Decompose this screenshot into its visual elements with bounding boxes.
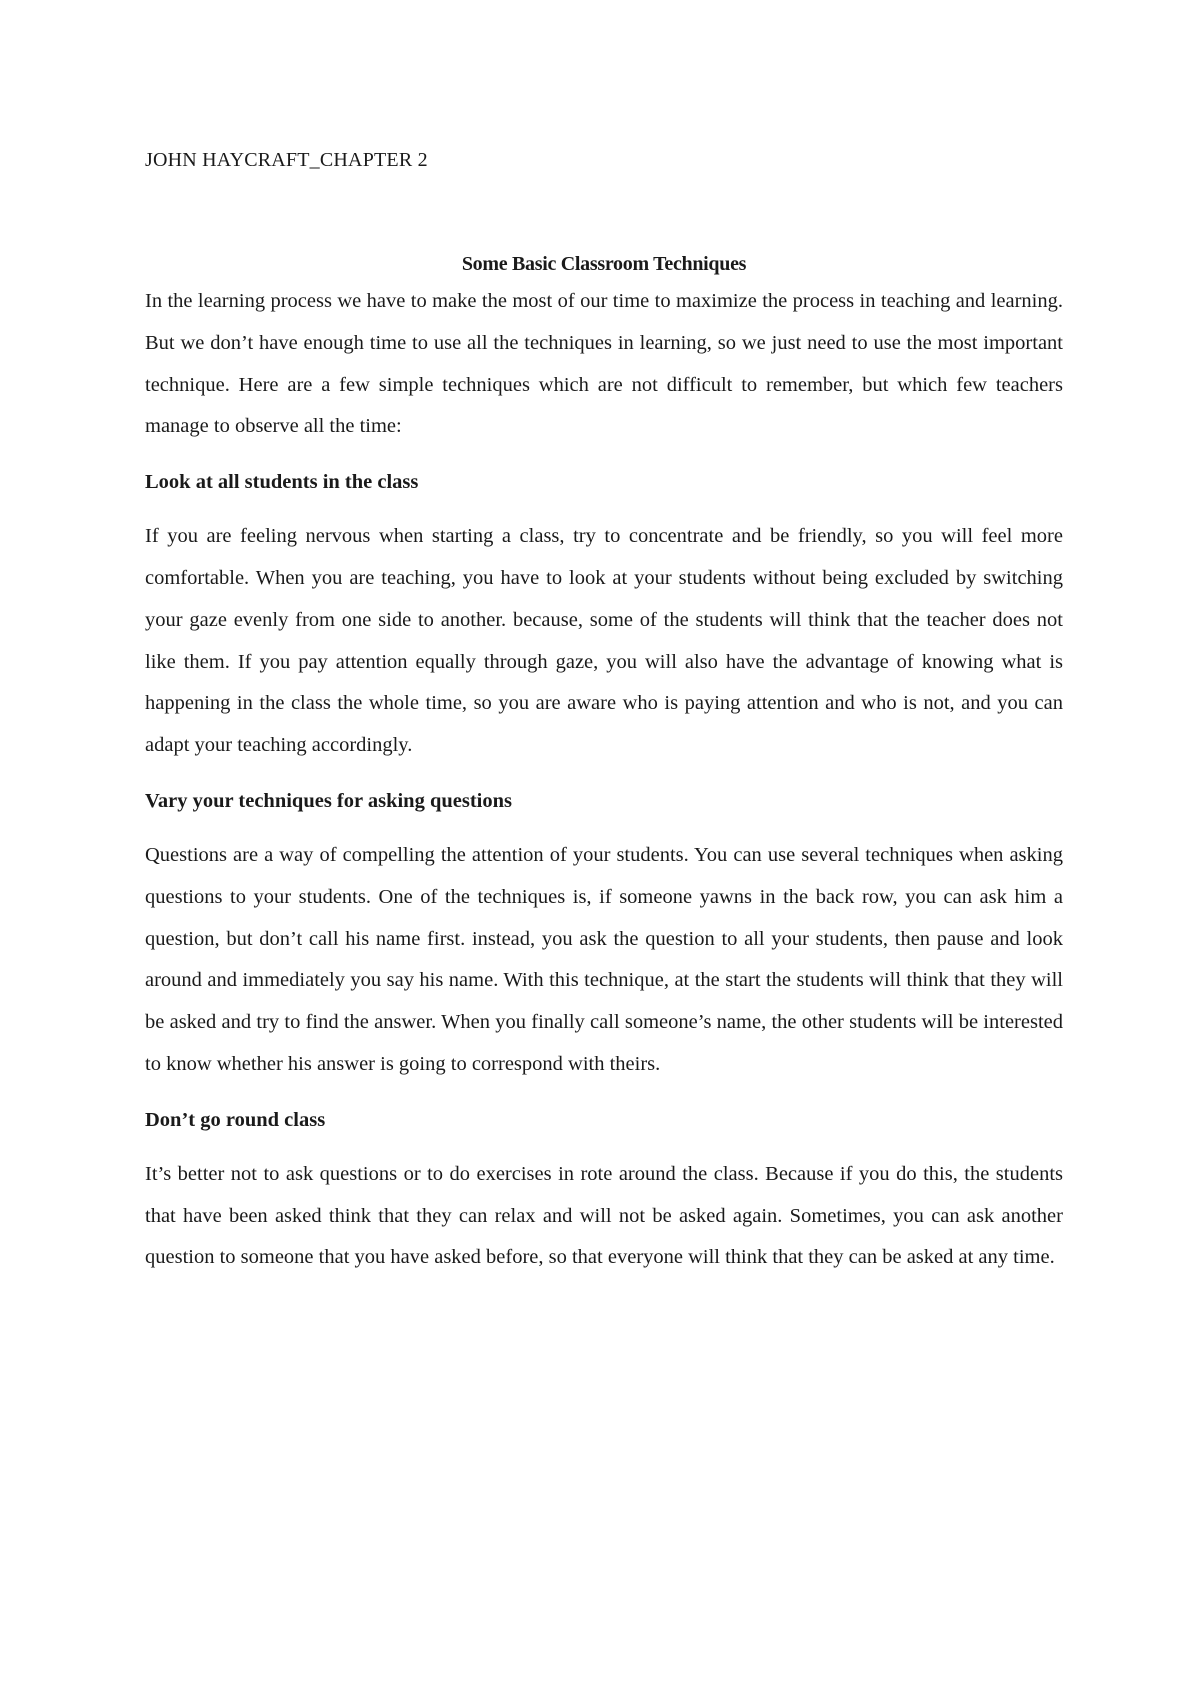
intro-paragraph: In the learning process we have to make the most of our time to maximize the process in teaching and learning. But we don’t have enough time to use all the techniques in learning, so we just need to use the most important technique. Here are a few simple techniques which are not difficult to remember, but which few teachers manage to observe all the time: — [145, 290, 1063, 438]
section-heading-look-at-students: Look at all students in the class — [145, 471, 419, 494]
section-heading-dont-go-round: Don’t go round class — [145, 1108, 326, 1131]
document-header: JOHN HAYCRAFT_CHAPTER 2 — [145, 149, 428, 171]
section-body-look-at-students: If you are feeling nervous when starting a class, try to concentrate and be friendly, so you will feel more comfortable. When you are teaching, you have to look at your students without being excluded by switching your gaze evenly from one side to another. because, some of the students will think that the teacher does not like them. If you pay attention equally through gaze, you will also have the advantage of knowing what is happening in the class the whole time, so you are aware who is paying attention and who is not, and you can adapt your teaching accordingly. — [145, 525, 1063, 757]
document-title: Some Basic Classroom Techniques — [461, 253, 747, 275]
document-content — [145, 146, 1063, 1279]
section-body-dont-go-round: It’s better not to ask questions or to do exercises in rote around the class. Because if you do this, the students that have been asked think that they can relax and will not be asked again. Sometimes, you can ask another question to someone that you have asked before, so that everyone will think that they can be asked at any time. — [145, 1162, 1063, 1269]
section-body-vary-techniques: Questions are a way of compelling the attention of your students. You can use several techniques when asking questions to your students. One of the techniques is, if someone yawns in the back row, you can ask him a question, but don’t call his name first. instead, you ask the question to all your students, then pause and look around and immediately you say his name. With this technique, at the start the students will think that they will be asked and try to find the answer. When you finally call someone’s name, the other students will be interested to know whether his answer is going to correspond with theirs. — [145, 843, 1063, 1075]
section-heading-vary-techniques: Vary your techniques for asking questions — [145, 789, 512, 812]
